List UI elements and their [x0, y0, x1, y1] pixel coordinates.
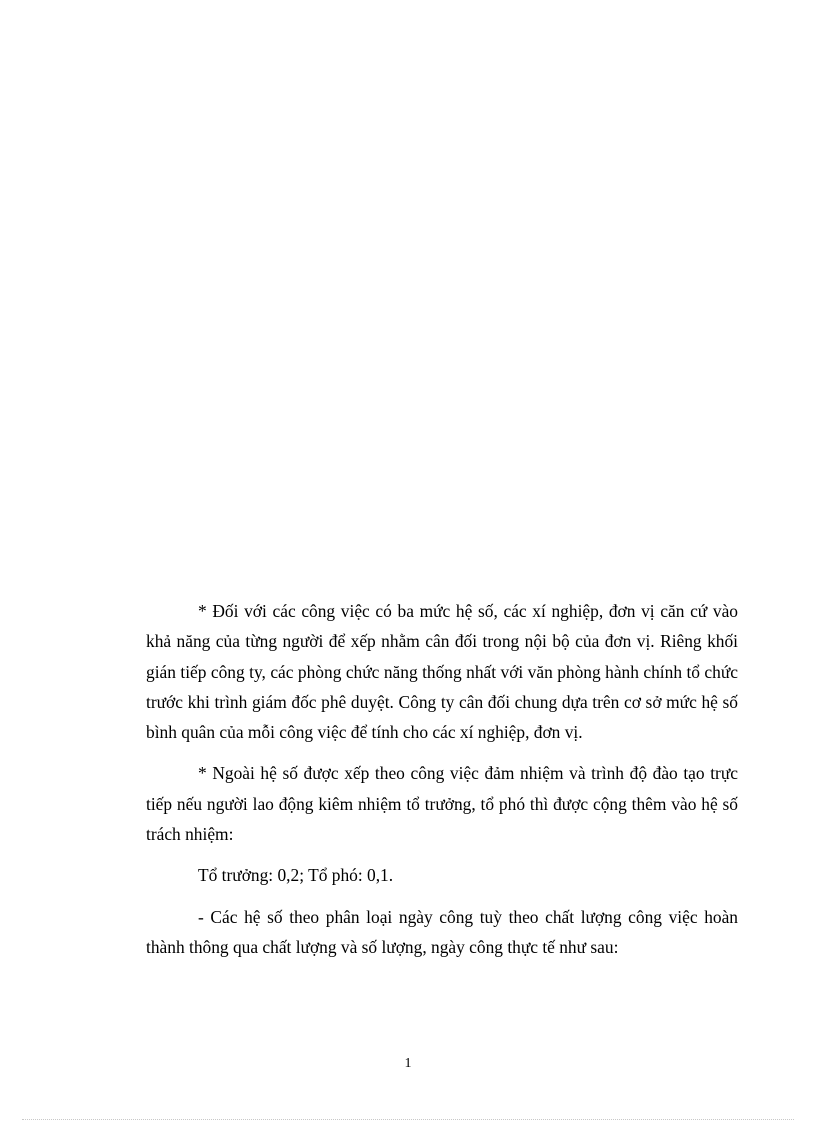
- page-bottom-divider: [22, 1119, 794, 1120]
- paragraph-workday-classification: - Các hệ số theo phân loại ngày công tuỳ theo chất lượng công việc hoàn thành thông qua chất lượng và số lượng, ngày công thực tế như sau:: [146, 906, 738, 957]
- paragraph-responsibility-coefficient: * Ngoài hệ số được xếp theo công việc đảm nhiệm và trình độ đào tạo trực tiếp nếu người lao động kiêm nhiệm tổ trưởng, tổ phó thì được cộng thêm vào hệ số trách nhiệm:: [146, 763, 738, 845]
- paragraph-coefficient-levels: * Đối với các công việc có ba mức hệ số, các xí nghiệp, đơn vị căn cứ vào khả năng của từng người để xếp nhằm cân đối trong nội bộ của đơn vị. Riêng khối gián tiếp công ty, các phòng chức năng thống nhất với văn phòng hành chính tổ chức trước khi trình giám đốc phê duyệt. Công ty cân đối chung dựa trên cơ sở mức hệ số bình quân của mỗi công việc để tính cho các xí nghiệp, đơn vị.: [146, 601, 738, 743]
- paragraph-team-leader-values: Tổ trưởng: 0,2; Tổ phó: 0,1.: [198, 865, 394, 886]
- page-number: 1: [404, 1056, 412, 1071]
- body-text: [146, 596, 738, 973]
